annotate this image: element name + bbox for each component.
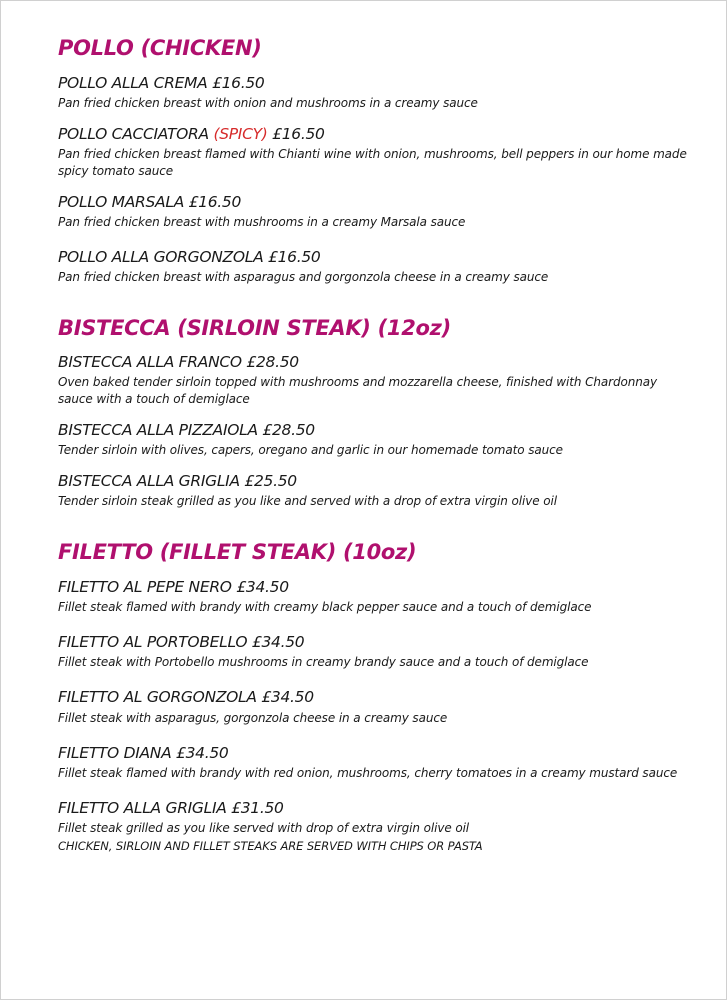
item-description: Pan fried chicken breast with mushrooms in a creamy Marsala sauce	[58, 215, 466, 229]
item-description: Pan fried chicken breast flamed with Chianti wine with onion, mushrooms, bell peppers in our home made spicy tomato sauce	[58, 147, 687, 178]
menu-item-pollo-alla-gorgonzola	[58, 248, 688, 286]
menu-item-pollo-cacciatora	[58, 125, 688, 180]
menu-item-filetto-al-pepe-nero	[58, 578, 688, 616]
menu-item-bistecca-alla-griglia	[58, 472, 688, 510]
menu-item-bistecca-alla-pizzaiola	[58, 421, 688, 459]
menu-item-filetto-al-portobello	[58, 633, 688, 671]
item-description: Pan fried chicken breast with asparagus and gorgonzola cheese in a creamy sauce	[58, 270, 549, 284]
footer-note: CHICKEN, SIRLOIN AND FILLET STEAKS ARE SERVED WITH CHIPS OR PASTA	[58, 839, 483, 853]
item-description: Pan fried chicken breast with onion and mushrooms in a creamy sauce	[58, 96, 478, 110]
item-description: Tender sirloin steak grilled as you like and served with a drop of extra virgin olive oil	[58, 494, 557, 508]
item-description: Fillet steak with asparagus, gorgonzola cheese in a creamy sauce	[58, 711, 448, 725]
item-name	[58, 125, 688, 143]
menu-item-filetto-alla-griglia	[58, 799, 688, 837]
menu-item-filetto-diana	[58, 744, 688, 782]
menu-item-pollo-alla-crema	[58, 74, 688, 112]
item-name: FILETTO AL PEPE NERO £34.50	[58, 578, 289, 596]
item-description: Fillet steak with Portobello mushrooms in creamy brandy sauce and a touch of demiglace	[58, 655, 589, 669]
item-name: FILETTO AL GORGONZOLA £34.50	[58, 688, 314, 706]
item-description: Fillet steak grilled as you like served with drop of extra virgin olive oil	[58, 821, 470, 835]
item-name: FILETTO AL PORTOBELLO £34.50	[58, 633, 305, 651]
item-name: FILETTO ALLA GRIGLIA £31.50	[58, 799, 284, 817]
menu-item-filetto-al-gorgonzola	[58, 688, 688, 727]
item-name: BISTECCA ALLA FRANCO £28.50	[58, 353, 299, 371]
item-price: £16.50	[267, 125, 325, 143]
menu-item-bistecca-alla-franco	[58, 353, 688, 408]
item-description: Tender sirloin with olives, capers, oregano and garlic in our homemade tomato sauce	[58, 443, 563, 457]
menu-page	[58, 36, 688, 853]
item-name: POLLO ALLA GORGONZOLA £16.50	[58, 248, 321, 266]
item-description: Oven baked tender sirloin topped with mushrooms and mozzarella cheese, finished with Chardonnay sauce with a touch of demiglace	[58, 375, 657, 406]
item-description: Fillet steak flamed with brandy with creamy black pepper sauce and a touch of demiglace	[58, 600, 592, 614]
item-name-text: POLLO CACCIATORA	[58, 125, 214, 143]
menu-item-pollo-marsala	[58, 193, 688, 231]
item-name: POLLO MARSALA £16.50	[58, 193, 242, 211]
item-name: POLLO ALLA CREMA £16.50	[58, 74, 265, 92]
section-title-pollo: POLLO (CHICKEN)	[58, 36, 262, 60]
section-title-filetto: FILETTO (FILLET STEAK) (10oz)	[58, 540, 417, 564]
item-name: BISTECCA ALLA GRIGLIA £25.50	[58, 472, 297, 490]
item-name: FILETTO DIANA £34.50	[58, 744, 229, 762]
section-title-bistecca: BISTECCA (SIRLOIN STEAK) (12oz)	[58, 316, 451, 340]
item-description: Fillet steak flamed with brandy with red onion, mushrooms, cherry tomatoes in a creamy mustard sauce	[58, 766, 678, 780]
item-name: BISTECCA ALLA PIZZAIOLA £28.50	[58, 421, 315, 439]
spicy-label: (SPICY)	[213, 125, 268, 143]
